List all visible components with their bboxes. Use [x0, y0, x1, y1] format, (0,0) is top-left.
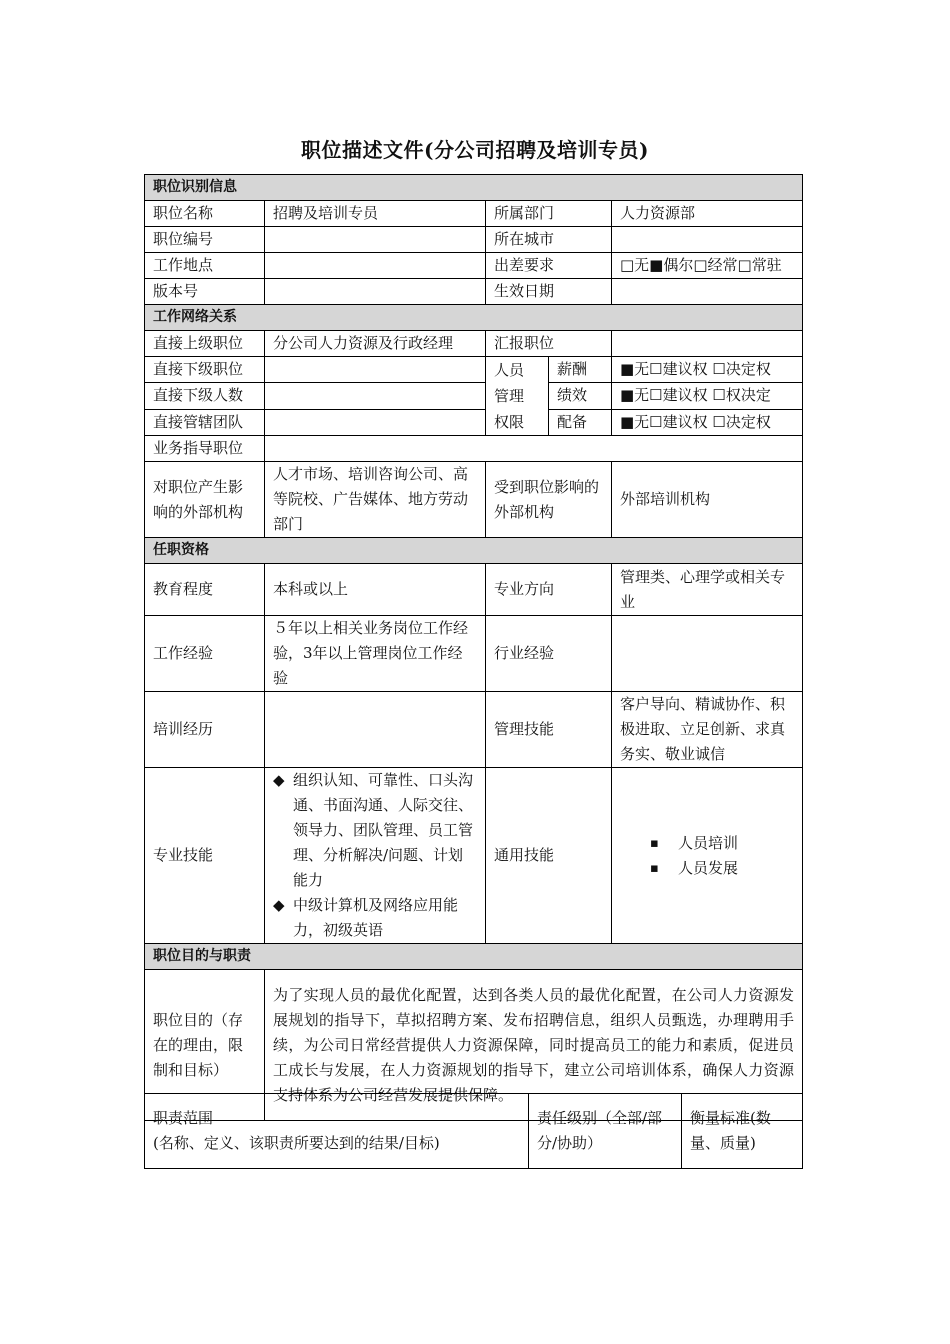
section-identity-title: 职位识别信息 — [145, 175, 803, 201]
dept-value: 人力资源部 — [612, 201, 803, 227]
salary-value: ■无☐建议权 ☐决定权 — [612, 357, 803, 383]
salary-label: 薪酬 — [549, 357, 612, 383]
effective-label: 生效日期 — [486, 279, 612, 305]
scope-label — [145, 1094, 529, 1169]
mgmt-skill-value: 客户导向、精诚协作、积极进取、立足创新、求真务实、敬业诚信 — [612, 692, 803, 768]
ext-affect-label: 对职位产生影响的外部机构 — [145, 462, 265, 538]
section-qualification-title: 任职资格 — [145, 538, 803, 564]
purpose-text: 为了实现人员的最优化配置，达到各类人员的最优化配置，在公司人力资源发展规划的指导下，草拟招聘方案、发布招聘信息，组织人员甄选，办理聘用手续，为公司日常经营提供人力资源保障，同时提高员工的能力和素质，促进员工成长与发展，在人力资源规划的指导下，建立公司培训体系，确保人力资源支持体系为公司经营发展提供保障。 — [265, 970, 803, 1121]
subordinate-label: 直接下级职位 — [145, 357, 265, 383]
city-value — [612, 227, 803, 253]
staffing-value: ■无☐建议权 ☐决定权 — [612, 409, 803, 435]
authority-label-line-1: 人员 — [494, 361, 525, 379]
responsibility-header-table — [144, 1093, 803, 1169]
ext-affected-value: 外部培训机构 — [612, 462, 803, 538]
authority-label-line-3: 权限 — [494, 413, 525, 431]
section-network-title: 工作网络关系 — [145, 305, 803, 331]
general-skill-value — [612, 768, 803, 944]
pro-skill-label: 专业技能 — [145, 768, 265, 944]
mgmt-skill-label: 管理技能 — [486, 692, 612, 768]
job-name-label: 职位名称 — [145, 201, 265, 227]
guidance-label: 业务指导职位 — [145, 436, 265, 462]
major-value: 管理类、心理学或相关专业 — [612, 564, 803, 616]
dept-label: 所属部门 — [486, 201, 612, 227]
subordinate-value — [265, 357, 486, 383]
superior-label: 直接上级职位 — [145, 331, 265, 357]
section-purpose-title: 职位目的与职责 — [145, 944, 803, 970]
report-label: 汇报职位 — [486, 331, 612, 357]
version-label: 版本号 — [145, 279, 265, 305]
staffing-label: 配备 — [549, 409, 612, 435]
section-qualification — [145, 538, 803, 564]
location-value — [265, 253, 486, 279]
education-label: 教育程度 — [145, 564, 265, 616]
guidance-value — [265, 436, 803, 462]
job-description-table — [144, 174, 803, 1121]
ext-affect-value: 人才市场、培训咨询公司、高等院校、广告媒体、地方劳动部门 — [265, 462, 486, 538]
travel-value: □无■偶尔□经常□常驻 — [612, 253, 803, 279]
effective-value — [612, 279, 803, 305]
general-skill-label: 通用技能 — [486, 768, 612, 944]
general-skill-list — [620, 831, 794, 881]
industry-value — [612, 616, 803, 692]
performance-label: 绩效 — [549, 383, 612, 409]
authority-label-line-2: 管理 — [494, 387, 525, 405]
section-purpose — [145, 944, 803, 970]
page-title: 职位描述文件(分公司招聘及培训专员) — [301, 138, 649, 162]
travel-label: 出差要求 — [486, 253, 612, 279]
measure-label: 衡量标准(数量、质量) — [682, 1094, 803, 1169]
pro-skill-list — [273, 768, 477, 943]
education-value: 本科或以上 — [265, 564, 486, 616]
job-code-value — [265, 227, 486, 253]
level-label: 责任级别（全部/部分/协助） — [529, 1094, 682, 1169]
experience-value: ５年以上相关业务岗位工作经验，3年以上管理岗位工作经验 — [265, 616, 486, 692]
pro-skill-value — [265, 768, 486, 944]
version-value — [265, 279, 486, 305]
scope-label-title: 职责范围 — [153, 1109, 214, 1127]
team-label: 直接管辖团队 — [145, 409, 265, 435]
major-label: 专业方向 — [486, 564, 612, 616]
training-value — [265, 692, 486, 768]
purpose-label: 职位目的（存在的理由，限制和目标） — [145, 970, 265, 1121]
report-value — [612, 331, 803, 357]
job-name-value: 招聘及培训专员 — [265, 201, 486, 227]
sub-count-label: 直接下级人数 — [145, 383, 265, 409]
training-label: 培训经历 — [145, 692, 265, 768]
pro-skill-item: ◆ 中级计算机及网络应用能力，初级英语 — [273, 893, 477, 943]
team-value — [265, 409, 486, 435]
ext-affected-label: 受到职位影响的外部机构 — [486, 462, 612, 538]
superior-value: 分公司人力资源及行政经理 — [265, 331, 486, 357]
location-label: 工作地点 — [145, 253, 265, 279]
scope-label-desc: (名称、定义、该职责所要达到的结果/目标) — [153, 1134, 440, 1152]
general-skill-item: ▪ 人员培训 — [650, 831, 794, 856]
section-identity — [145, 175, 803, 201]
pro-skill-item: ◆ 组织认知、可靠性、口头沟通、书面沟通、人际交往、领导力、团队管理、员工管理、分析解决/问题、计划能力 — [273, 768, 477, 893]
sub-count-value — [265, 383, 486, 409]
industry-label: 行业经验 — [486, 616, 612, 692]
experience-label: 工作经验 — [145, 616, 265, 692]
section-network — [145, 305, 803, 331]
city-label: 所在城市 — [486, 227, 612, 253]
general-skill-item: ▪ 人员发展 — [650, 856, 794, 881]
authority-label — [486, 357, 549, 436]
job-code-label: 职位编号 — [145, 227, 265, 253]
performance-value: ■无☐建议权 ☐权决定 — [612, 383, 803, 409]
